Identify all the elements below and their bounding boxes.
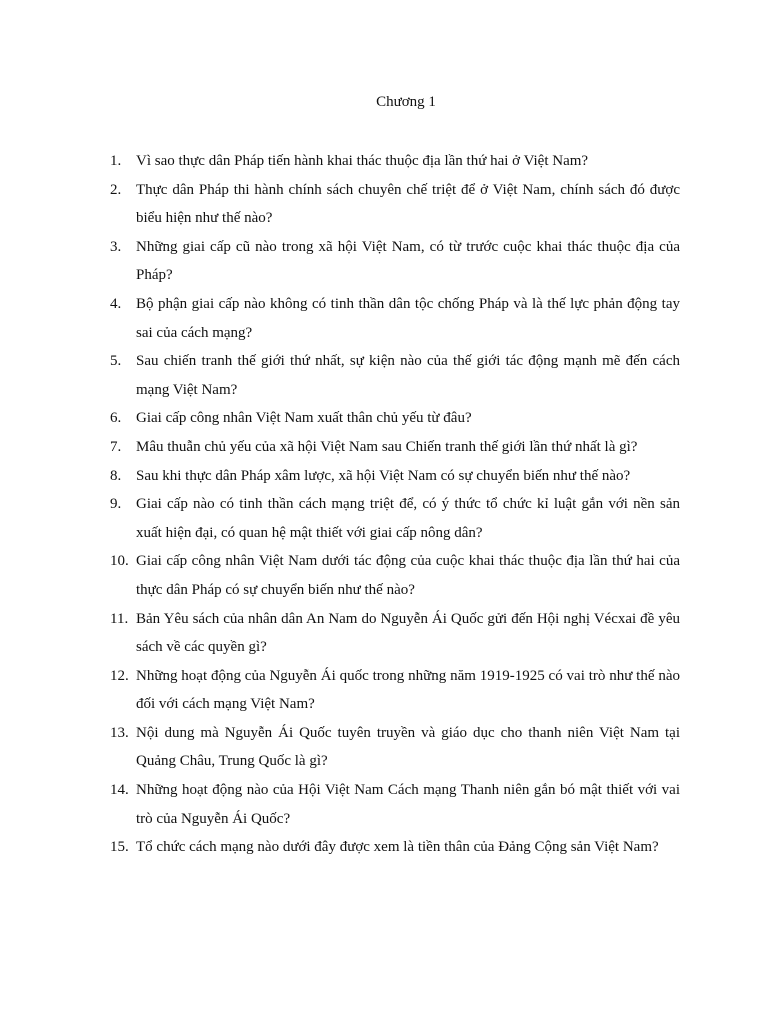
question-item [110, 547, 680, 604]
question-number: 11. [110, 610, 129, 627]
question-text: Vì sao thực dân Pháp tiến hành khai thác thuộc địa lần thứ hai ở Việt Nam? [136, 153, 589, 169]
question-item [110, 605, 680, 662]
chapter-title: Chương 1 [376, 94, 436, 110]
question-text: Những hoạt động của Nguyễn Ái quốc trong những năm 1919-1925 có vai trò như thế nào đối với cách mạng Việt Nam? [136, 667, 680, 713]
question-text: Giai cấp công nhân Việt Nam dưới tác động của cuộc khai thác thuộc địa lần thứ hai của thực dân Pháp có sự chuyển biến như thế nào? [136, 553, 680, 598]
question-number: 9. [110, 496, 122, 513]
question-text: Những hoạt động nào của Hội Việt Nam Cách mạng Thanh niên gắn bó mật thiết với vai trò của Nguyễn Ái Quốc? [136, 782, 680, 827]
question-number: 1. [110, 153, 122, 169]
question-text: Giai cấp nào có tinh thần cách mạng triệt để, có ý thức tổ chức kỉ luật gắn với nền sản xuất hiện đại, có quan hệ mật thiết với giai cấp nông dân? [136, 496, 680, 541]
question-item [110, 833, 680, 862]
question-item [110, 776, 680, 833]
question-text: Mâu thuẫn chủ yếu của xã hội Việt Nam sau Chiến tranh thế giới lần thứ nhất là gì? [136, 438, 638, 455]
question-number: 8. [110, 467, 122, 484]
question-text: Sau chiến tranh thế giới thứ nhất, sự kiện nào của thế giới tác động mạnh mẽ đến cách mạng Việt Nam? [136, 353, 680, 398]
question-text: Nội dung mà Nguyễn Ái Quốc tuyên truyền và giáo dục cho thanh niên Việt Nam tại Quảng Châu, Trung Quốc là gì? [136, 724, 680, 770]
question-item [110, 719, 680, 776]
question-item [110, 662, 680, 719]
question-number: 12. [110, 667, 129, 684]
question-item [110, 462, 680, 491]
question-number: 14. [110, 782, 129, 799]
question-item [110, 176, 680, 233]
question-text: Tổ chức cách mạng nào dưới đây được xem là tiền thân của Đảng Cộng sản Việt Nam? [136, 839, 659, 856]
question-number: 3. [110, 238, 122, 255]
question-number: 4. [110, 295, 122, 312]
question-item [110, 404, 680, 433]
question-text: Sau khi thực dân Pháp xâm lược, xã hội Việt Nam có sự chuyển biến như thế nào? [136, 467, 631, 484]
question-item [110, 433, 680, 462]
question-number: 7. [110, 438, 122, 455]
question-text: Giai cấp công nhân Việt Nam xuất thân chủ yếu từ đâu? [136, 410, 472, 427]
question-number: 6. [110, 410, 122, 427]
question-item [110, 490, 680, 547]
question-number: 5. [110, 353, 122, 370]
question-list [110, 147, 680, 862]
question-item [110, 347, 680, 404]
question-number: 15. [110, 839, 129, 856]
question-text: Bản Yêu sách của nhân dân An Nam do Nguyễn Ái Quốc gửi đến Hội nghị Vécxai đề yêu sách về các quyền gì? [136, 610, 680, 656]
question-number: 2. [110, 181, 122, 198]
question-number: 13. [110, 724, 129, 741]
question-item [110, 290, 680, 347]
question-text: Bộ phận giai cấp nào không có tinh thần dân tộc chống Pháp và là thế lực phản động tay sai của cách mạng? [136, 295, 680, 341]
question-item [110, 147, 680, 176]
question-number: 10. [110, 553, 129, 570]
question-item [110, 233, 680, 290]
question-text: Những giai cấp cũ nào trong xã hội Việt Nam, có từ trước cuộc khai thác thuộc địa của Pháp? [136, 238, 680, 284]
question-text: Thực dân Pháp thi hành chính sách chuyên chế triệt để ở Việt Nam, chính sách đó được biểu hiện như thế nào? [136, 181, 680, 227]
